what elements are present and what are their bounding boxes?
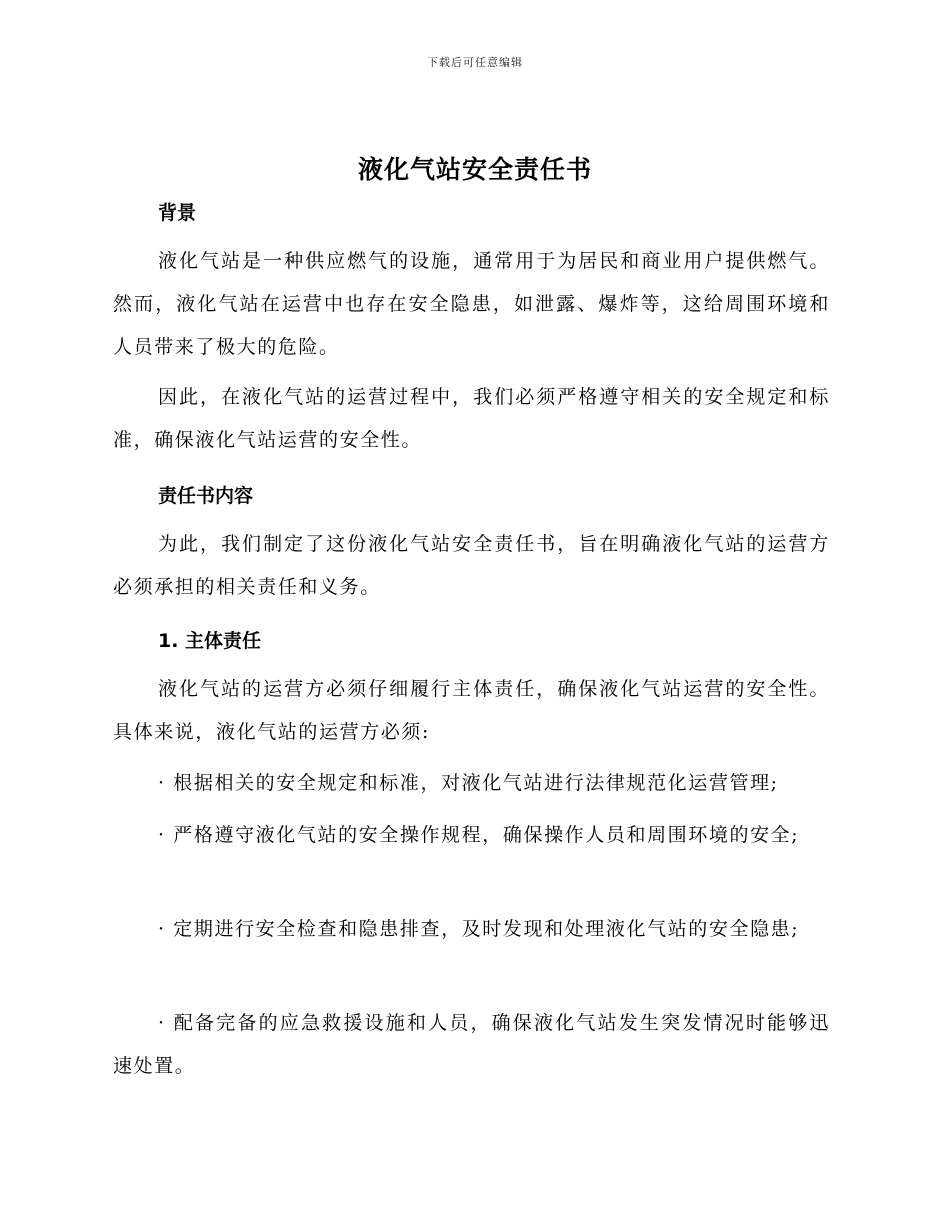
paragraph: 为此，我们制定了这份液化气站安全责任书，旨在明确液化气站的运营方必须承担的相关责任和义务。: [113, 533, 830, 598]
section-heading-content: 责任书内容: [158, 485, 254, 507]
list-item: · 定期进行安全检查和隐患排查，及时发现和处理液化气站的安全隐患;: [158, 918, 800, 940]
document-title: 液化气站安全责任书: [357, 155, 592, 184]
paragraph: 因此，在液化气站的运营过程中，我们必须严格遵守相关的安全规定和标准，确保液化气站运营的安全性。: [113, 386, 830, 451]
page-header-note: 下载后可任意编辑: [427, 56, 523, 69]
paragraph: 液化气站的运营方必须仔细履行主体责任，确保液化气站运营的安全性。具体来说，液化气站的运营方必须:: [113, 678, 830, 743]
section-heading-main-responsibility: 1. 主体责任: [158, 630, 262, 652]
list-item: · 严格遵守液化气站的安全操作规程，确保操作人员和周围环境的安全;: [158, 824, 800, 846]
paragraph: 液化气站是一种供应燃气的设施，通常用于为居民和商业用户提供燃气。然而，液化气站在运营中也存在安全隐患，如泄露、爆炸等，这给周围环境和人员带来了极大的危险。: [113, 250, 830, 358]
section-heading-background: 背景: [158, 202, 197, 224]
list-item: · 根据相关的安全规定和标准，对液化气站进行法律规范化运营管理;: [158, 772, 779, 794]
list-item: · 配备完备的应急救援设施和人员，确保液化气站发生突发情况时能够迅速处置。: [113, 1012, 830, 1077]
